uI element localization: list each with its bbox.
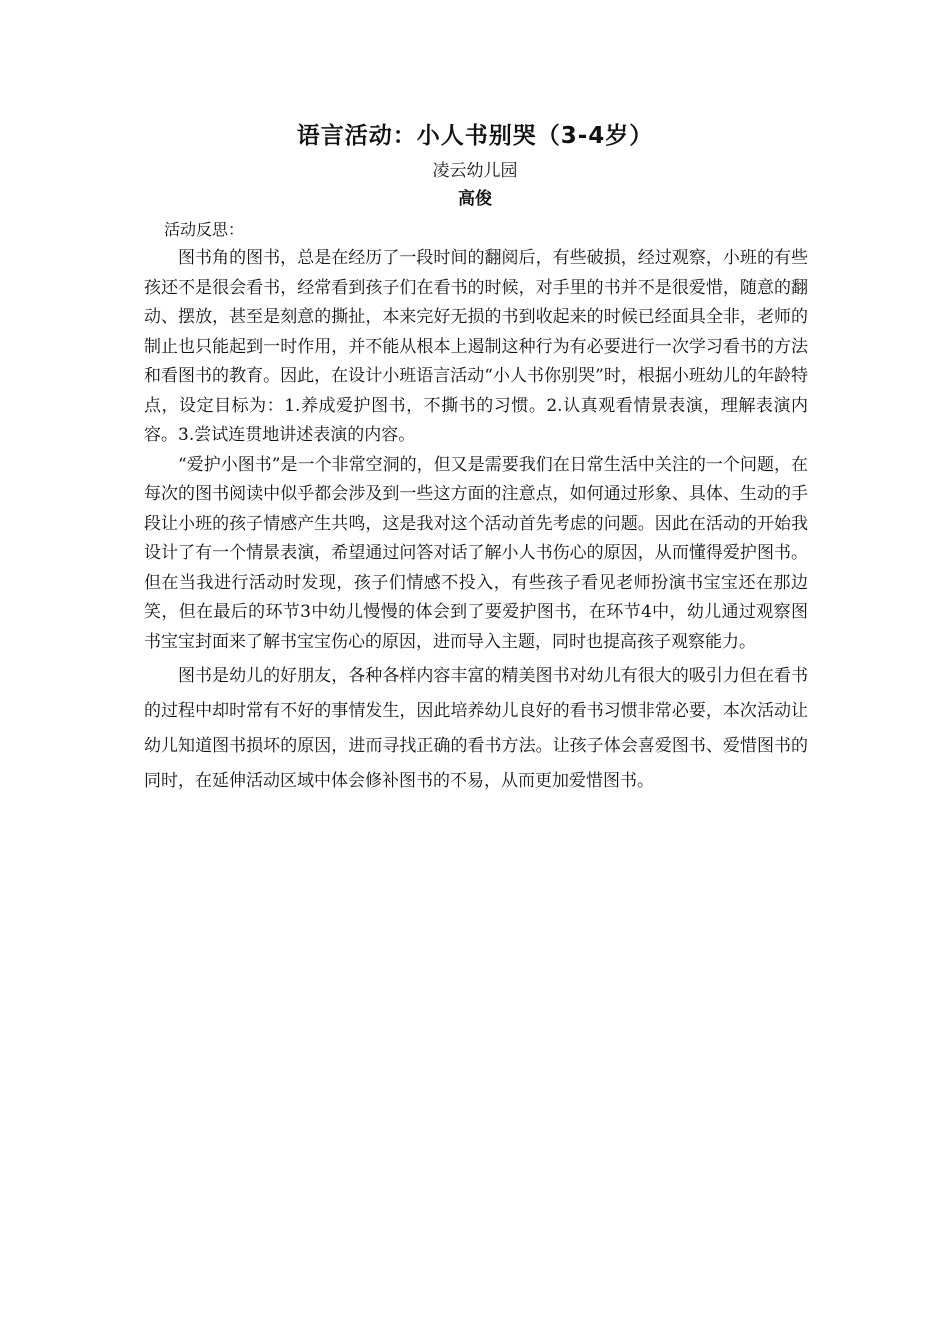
author-name: 高俊 — [458, 189, 492, 209]
document-body — [144, 216, 808, 799]
section-label: 活动反思： — [164, 220, 245, 239]
document-title: 语言活动：小人书别哭（3-4岁） — [296, 123, 654, 149]
paragraph-3: 图书是幼儿的好朋友，各种各样内容丰富的精美图书对幼儿有很大的吸引力但在看书的过程中却时常有不好的事情发生，因此培养幼儿良好的看书习惯非常必要，本次活动让幼儿知道图书损坏的原因，进而寻找正确的看书方法。让孩子体会喜爱图书、爱惜图书的同时，在延伸活动区域中体会修补图书的不易，从而更加爱惜图书。 — [144, 666, 808, 791]
school-name: 凌云幼儿园 — [432, 161, 518, 181]
paragraph-2: “爱护小图书”是一个非常空洞的，但又是需要我们在日常生活中关注的一个问题，在每次的图书阅读中似乎都会涉及到一些这方面的注意点，如何通过形象、具体、生动的手段让小班的孩子情感产生共鸣，这是我对这个活动首先考虑的问题。因此在活动的开始我设计了有一个情景表演，希望通过问答对话了解小人书伤心的原因，从而懂得爱护图书。但在当我进行活动时发现，孩子们情感不投入，有些孩子看见老师扮演书宝宝还在那边笑，但在最后的环节3中幼儿慢慢的体会到了要爱护图书，在环节4中，幼儿通过观察图书宝宝封面来了解书宝宝伤心的原因，进而导入主题，同时也提高孩子观察能力。 — [144, 454, 808, 652]
paragraph-1: 图书角的图书，总是在经历了一段时间的翻阅后，有些破损，经过观察，小班的有些孩还不是很会看书，经常看到孩子们在看书的时候，对手里的书并不是很爱惜，随意的翻动、摆放，甚至是刻意的撕扯，本来完好无损的书到收起来的时候已经面具全非，老师的制止也只能起到一时作用，并不能从根本上遏制这种行为有必要进行一次学习看书的方法和看图书的教育。因此，在设计小班语言活动“小人书你别哭”时，根据小班幼儿的年龄特点，设定目标为：1.养成爱护图书，不撕书的习惯。2.认真观看情景表演，理解表演内容。3.尝试连贯地讲述表演的内容。 — [144, 248, 808, 445]
